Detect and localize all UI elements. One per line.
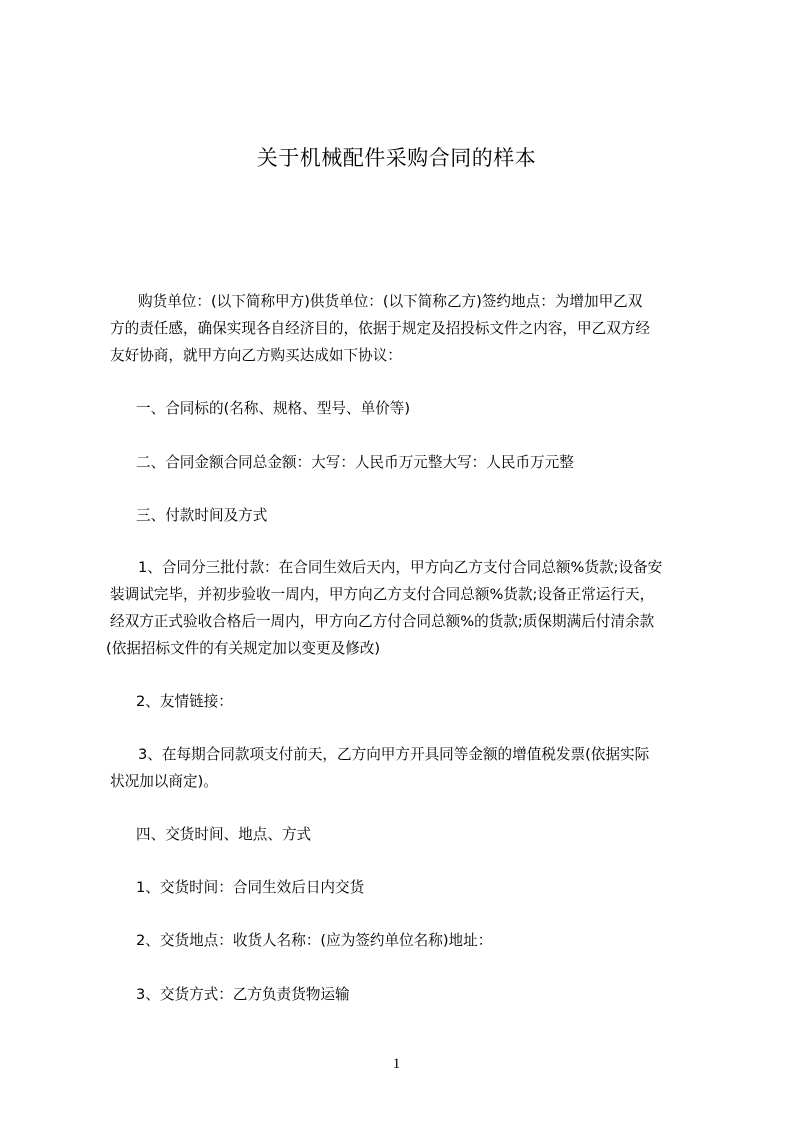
intro-paragraph [110, 288, 710, 369]
delivery-item-3: 3、交货方式：乙方负责货物运输 [136, 986, 350, 1003]
section-heading-3: 三、付款时间及方式 [136, 507, 268, 524]
payment-item-1-line: 经双方正式验收合格后一周内，甲方向乙方付合同总额%的货款;质保期满后付清余款 [110, 613, 655, 630]
delivery-item-2: 2、交货地点：收货人名称：(应为签约单位名称)地址： [136, 932, 493, 949]
payment-item-1-line: 装调试完毕，并初步验收一周内，甲方向乙方支付合同总额%货款;设备正常运行天， [110, 586, 655, 603]
section-heading-2: 二、合同金额合同总金额：大写：人民币万元整大写：人民币万元整 [136, 454, 574, 471]
payment-item-3-line: 状况加以商定)。 [110, 773, 218, 790]
intro-line: 购货单位：(以下简称甲方)供货单位：(以下简称乙方)签约地点：为增加甲乙双 [138, 293, 643, 310]
page-number: 1 [392, 1056, 401, 1072]
payment-item-3 [110, 741, 710, 795]
payment-item-1 [106, 554, 710, 662]
payment-item-1-line: (依据招标文件的有关规定加以变更及修改) [106, 640, 381, 657]
document-title: 关于机械配件采购合同的样本 [256, 146, 537, 170]
payment-item-2: 2、友情链接： [136, 693, 233, 710]
payment-item-1-line: 1、合同分三批付款：在合同生效后天内，甲方向乙方支付合同总额%货款;设备安 [138, 559, 663, 576]
intro-line: 友好协商，就甲方向乙方购买达成如下协议： [110, 347, 402, 364]
section-heading-4: 四、交货时间、地点、方式 [136, 826, 312, 843]
intro-line: 方的责任感，确保实现各自经济目的，依据于规定及招投标文件之内容，甲乙双方经 [110, 320, 650, 337]
section-heading-1: 一、合同标的(名称、规格、型号、单价等) [136, 400, 411, 417]
payment-item-3-line: 3、在每期合同款项支付前天，乙方向甲方开具同等金额的增值税发票(依据实际 [138, 746, 650, 763]
delivery-item-1: 1、交货时间：合同生效后日内交货 [136, 879, 365, 896]
